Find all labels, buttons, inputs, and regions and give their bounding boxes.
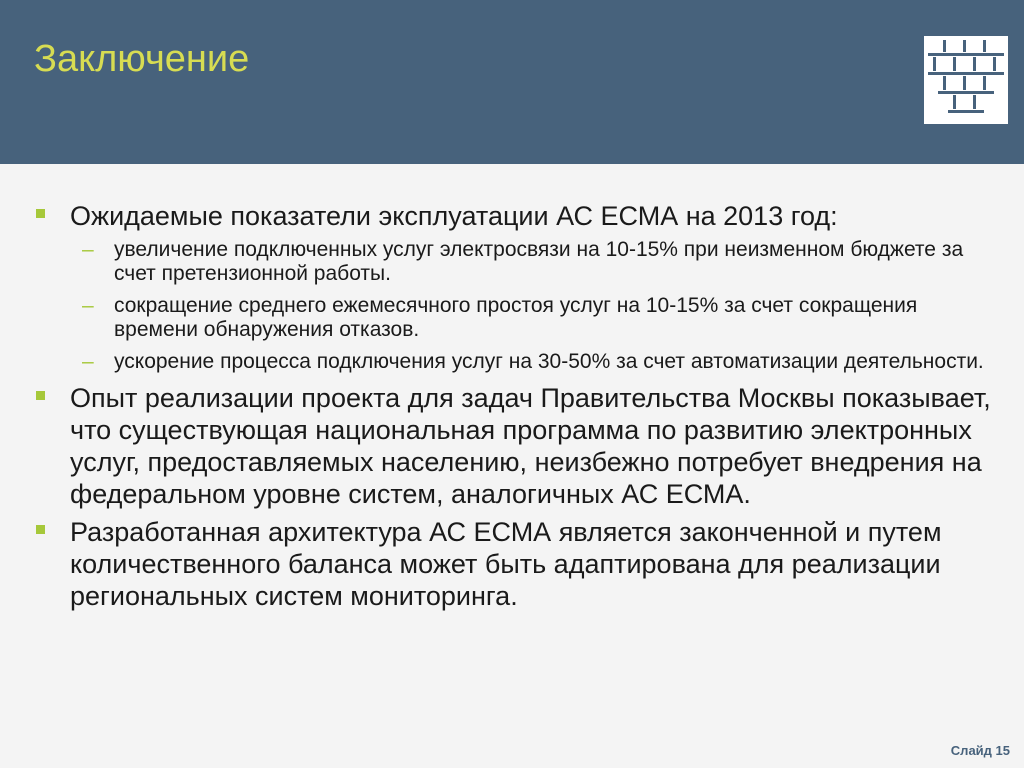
- square-bullet-icon: [36, 209, 45, 218]
- slide-title: Заключение: [34, 38, 250, 80]
- dash-bullet-icon: –: [82, 294, 94, 317]
- bullet-text: Ожидаемые показатели эксплуатации АС ЕСМА на 2013 год:: [70, 201, 838, 231]
- square-bullet-icon: [36, 525, 45, 534]
- sub-item-text: сокращение среднего ежемесячного простоя услуг на 10-15% за счет сокращения времени обнаружения отказов.: [114, 294, 918, 341]
- bullet-text: Разработанная архитектура АС ЕСМА является законченной и путем количественного баланса может быть адаптирована для реализации региональных систем мониторинга.: [70, 517, 942, 611]
- sub-item-text: ускорение процесса подключения услуг на 30-50% за счет автоматизации деятельности.: [114, 350, 984, 373]
- sub-item: [34, 238, 994, 286]
- header-bar: [0, 0, 1024, 164]
- sub-list: [34, 238, 994, 374]
- bullet-item: [34, 516, 994, 612]
- slide-number: Слайд 15: [950, 743, 1010, 758]
- bullet-item: [34, 382, 994, 510]
- slide-body: [34, 200, 994, 618]
- square-bullet-icon: [36, 391, 45, 400]
- dash-bullet-icon: –: [82, 238, 94, 261]
- bullet-item: [34, 200, 994, 232]
- sub-item: [34, 350, 994, 374]
- dash-bullet-icon: –: [82, 350, 94, 373]
- sub-item: [34, 294, 994, 342]
- sub-item-text: увеличение подключенных услуг электросвязи на 10-15% при неизменном бюджете за счет претензионной работы.: [114, 238, 964, 285]
- grid-cross-logo-icon: [924, 36, 1008, 124]
- bullet-text: Опыт реализации проекта для задач Правительства Москвы показывает, что существующая национальная программа по развитию электронных услуг, предоставляемых населению, неизбежно потребует внедрения на федеральном уровне систем, аналогичных АС ЕСМА.: [70, 383, 991, 509]
